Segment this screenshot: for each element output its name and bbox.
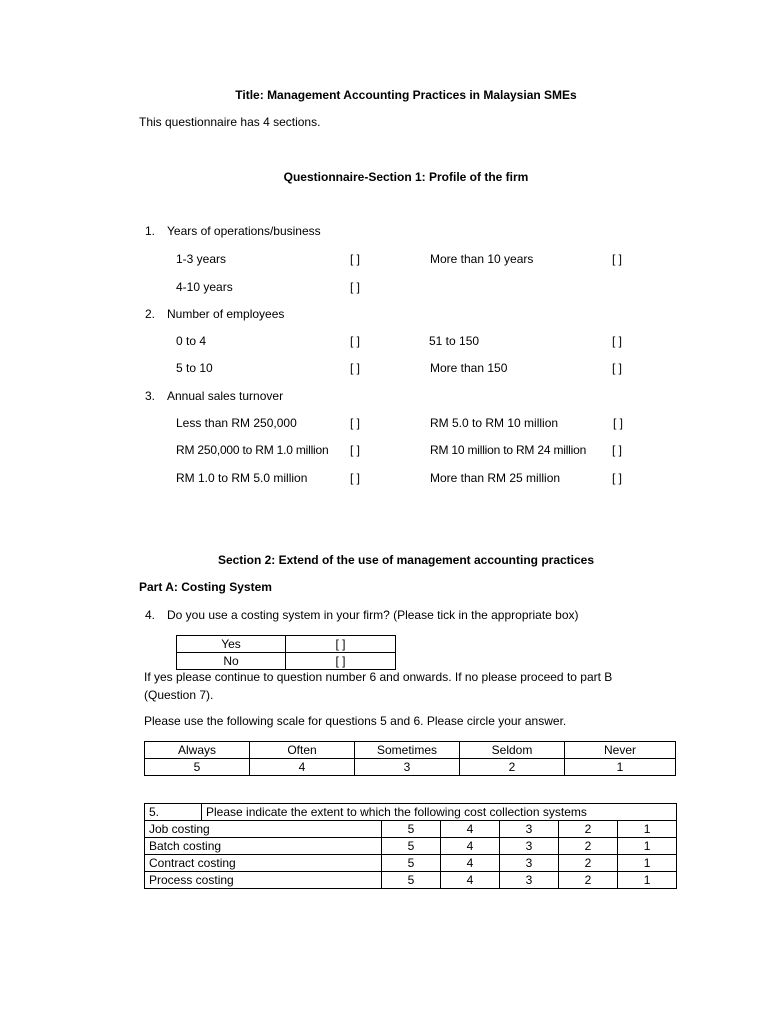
checkbox[interactable]: [ ] (350, 252, 361, 266)
cost-system-label: Batch costing (145, 838, 382, 855)
section1-heading: Questionnaire-Section 1: Profile of the firm (283, 170, 529, 184)
checkbox[interactable]: [ ] (350, 443, 361, 457)
instruction-text: (Question 7). (144, 688, 214, 702)
q1-number: 1. (145, 224, 156, 238)
q3-option-label: RM 250,000 to RM 1.0 million (176, 443, 329, 457)
cost-system-label: Contract costing (145, 855, 382, 872)
q3-option-label: Less than RM 250,000 (176, 416, 297, 430)
cost-system-label: Process costing (145, 872, 382, 889)
table-row (145, 821, 677, 838)
q2-option-label: 51 to 150 (429, 334, 480, 348)
q3-option-label: RM 10 million to RM 24 million (430, 443, 587, 457)
rating-option[interactable]: 2 (559, 855, 618, 872)
rating-option[interactable]: 3 (500, 855, 559, 872)
checkbox[interactable]: [ ] (286, 653, 396, 670)
q5-label: Please indicate the extent to which the following cost collection systems (202, 804, 677, 821)
rating-option[interactable]: 5 (382, 821, 441, 838)
q2-label: Number of employees (167, 307, 285, 321)
rating-option[interactable]: 2 (559, 872, 618, 889)
checkbox[interactable]: [ ] (286, 636, 396, 653)
rating-option[interactable]: 2 (559, 821, 618, 838)
q1-label: Years of operations/business (167, 224, 321, 238)
scale-value: 4 (250, 759, 355, 776)
rating-option[interactable]: 5 (382, 872, 441, 889)
checkbox[interactable]: [ ] (350, 416, 361, 430)
q4-number: 4. (145, 608, 156, 622)
checkbox[interactable]: [ ] (612, 334, 623, 348)
rating-option[interactable]: 3 (500, 872, 559, 889)
q3-option-label: RM 5.0 to RM 10 million (430, 416, 559, 430)
table-row (145, 855, 677, 872)
rating-option[interactable]: 4 (441, 872, 500, 889)
rating-option[interactable]: 4 (441, 855, 500, 872)
scale-value: 3 (355, 759, 460, 776)
part-a-heading: Part A: Costing System (139, 580, 272, 594)
rating-option[interactable]: 1 (618, 821, 677, 838)
q5-number: 5. (145, 804, 202, 821)
q2-number: 2. (145, 307, 156, 321)
table-row (177, 636, 396, 653)
checkbox[interactable]: [ ] (612, 471, 623, 485)
q1-option-label: 1-3 years (176, 252, 227, 266)
scale-label: Seldom (460, 742, 565, 759)
rating-option[interactable]: 4 (441, 838, 500, 855)
checkbox[interactable]: [ ] (350, 280, 361, 294)
intro-text: This questionnaire has 4 sections. (139, 115, 321, 129)
section2-heading: Section 2: Extend of the use of management accounting practices (217, 553, 595, 567)
q4-answer-label: Yes (177, 636, 286, 653)
q4-answer-label: No (177, 653, 286, 670)
scale-instruction: Please use the following scale for questions 5 and 6. Please circle your answer. (144, 714, 567, 728)
q2-option-label: More than 150 (430, 361, 508, 375)
q1-option-label: 4-10 years (176, 280, 233, 294)
q5-table (144, 803, 677, 889)
checkbox[interactable]: [ ] (350, 361, 361, 375)
q1-option-label: More than 10 years (430, 252, 534, 266)
q4-label: Do you use a costing system in your firm? (Please tick in the appropriate box) (167, 608, 579, 622)
checkbox[interactable]: [ ] (350, 334, 361, 348)
rating-scale-table (144, 741, 676, 776)
table-row (177, 653, 396, 670)
scale-label: Never (565, 742, 676, 759)
table-row (145, 838, 677, 855)
checkbox[interactable]: [ ] (612, 252, 623, 266)
instruction-text: If yes please continue to question number 6 and onwards. If no please proceed to part B (144, 670, 613, 684)
q2-option-label: 5 to 10 (176, 361, 213, 375)
rating-option[interactable]: 3 (500, 821, 559, 838)
q3-option-label: RM 1.0 to RM 5.0 million (176, 471, 308, 485)
table-row (145, 742, 676, 759)
q2-option-label: 0 to 4 (176, 334, 207, 348)
cost-system-label: Job costing (145, 821, 382, 838)
rating-option[interactable]: 3 (500, 838, 559, 855)
scale-value: 1 (565, 759, 676, 776)
checkbox[interactable]: [ ] (612, 361, 623, 375)
scale-value: 2 (460, 759, 565, 776)
q3-label: Annual sales turnover (167, 389, 284, 403)
page-title: Title: Management Accounting Practices in Malaysian SMEs (235, 88, 577, 102)
scale-label: Often (250, 742, 355, 759)
scale-value: 5 (145, 759, 250, 776)
checkbox[interactable]: [ ] (612, 443, 623, 457)
rating-option[interactable]: 4 (441, 821, 500, 838)
q3-number: 3. (145, 389, 156, 403)
table-row (145, 872, 677, 889)
scale-label: Always (145, 742, 250, 759)
q4-answer-table (176, 635, 396, 670)
q3-option-label: More than RM 25 million (430, 471, 561, 485)
rating-option[interactable]: 1 (618, 872, 677, 889)
table-row (145, 804, 677, 821)
rating-option[interactable]: 5 (382, 855, 441, 872)
table-row (145, 759, 676, 776)
checkbox[interactable]: [ ] (350, 471, 361, 485)
scale-label: Sometimes (355, 742, 460, 759)
rating-option[interactable]: 5 (382, 838, 441, 855)
rating-option[interactable]: 1 (618, 838, 677, 855)
rating-option[interactable]: 1 (618, 855, 677, 872)
checkbox[interactable]: [ ] (613, 416, 624, 430)
rating-option[interactable]: 2 (559, 838, 618, 855)
